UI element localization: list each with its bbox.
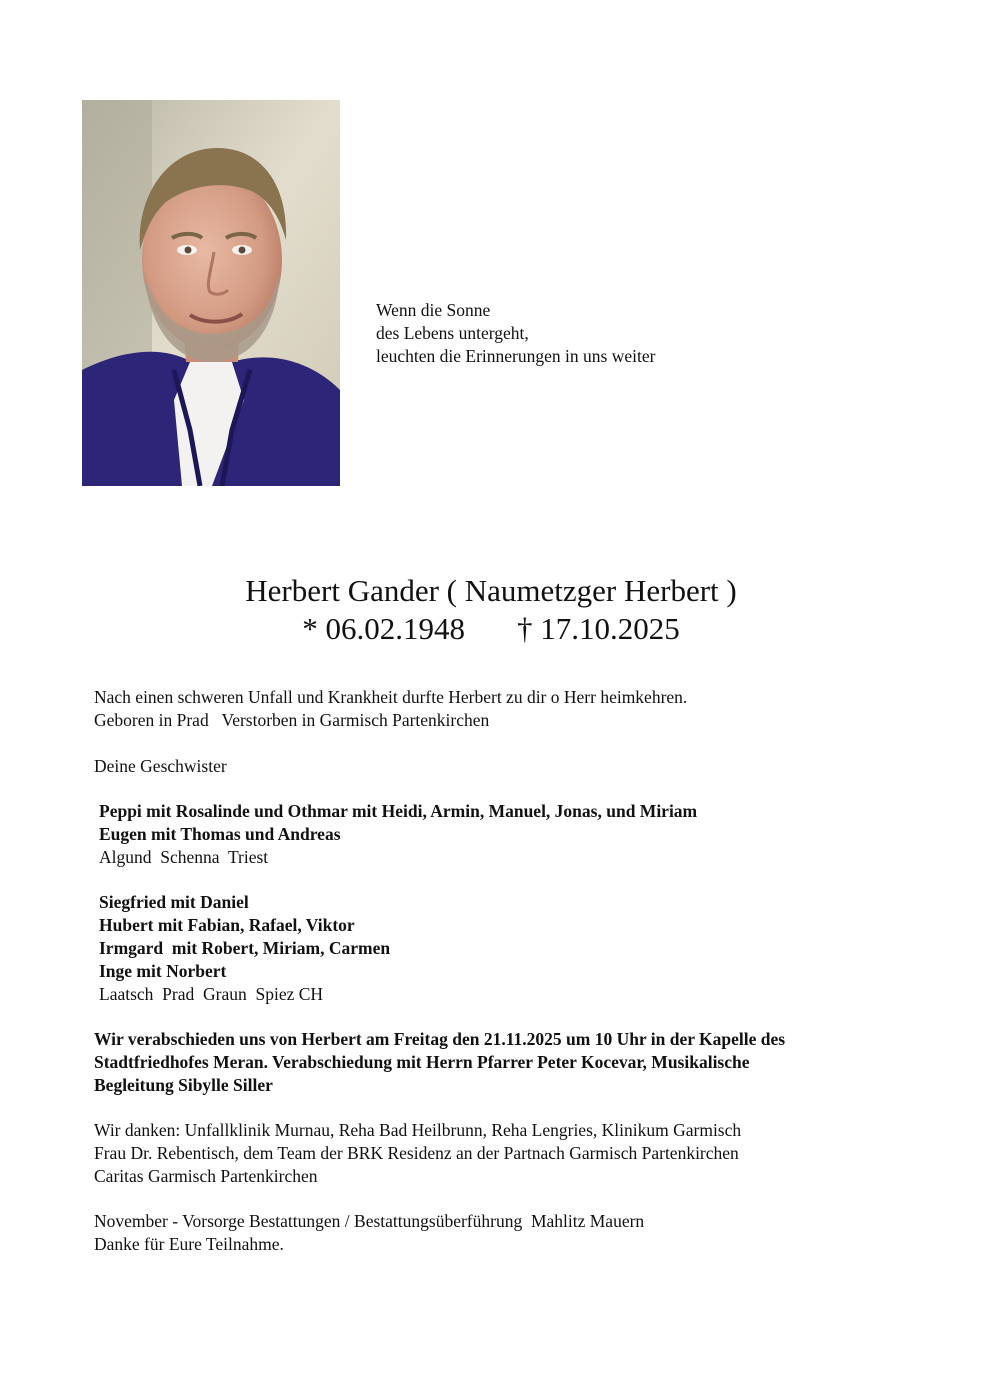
thanks-line: Frau Dr. Rebentisch, dem Team der BRK Residenz an der Partnach Garmisch Partenkirchen (94, 1143, 739, 1163)
sibling-family: Inge mit Norbert (99, 961, 227, 981)
closing-line: Danke für Eure Teilnahme. (94, 1234, 284, 1254)
thanks-line: Wir danken: Unfallklinik Murnau, Reha Bad Heilbrunn, Reha Lengries, Klinikum Garmisch (94, 1120, 742, 1140)
intro-line: Geboren in Prad Verstorben in Garmisch Partenkirchen (94, 710, 490, 730)
sibling-family: Irmgard mit Robert, Miriam, Carmen (99, 938, 391, 958)
siblings-group-1 (94, 800, 697, 869)
birth-date: * 06.02.1948 (302, 611, 465, 646)
thanks-line: Caritas Garmisch Partenkirchen (94, 1166, 318, 1186)
siblings-group-2 (94, 891, 390, 1006)
closing-text (94, 1210, 644, 1256)
verse-line: leuchten die Erinnerungen in uns weiter (376, 346, 656, 366)
verse-line: des Lebens untergeht, (376, 323, 529, 343)
portrait-icon (82, 100, 340, 486)
deceased-name: Herbert Gander ( Naumetzger Herbert ) (245, 573, 737, 608)
sibling-family: Eugen mit Thomas und Andreas (99, 824, 341, 844)
sibling-places: Laatsch Prad Graun Spiez CH (99, 984, 324, 1004)
ceremony-line: Begleitung Sibylle Siller (94, 1075, 273, 1095)
sibling-family: Hubert mit Fabian, Rafael, Viktor (99, 915, 355, 935)
thanks-text (94, 1119, 741, 1188)
intro-line: Nach einen schweren Unfall und Krankheit durfte Herbert zu dir o Herr heimkehren. (94, 687, 688, 707)
deceased-header (0, 572, 982, 648)
sibling-family: Siegfried mit Daniel (99, 892, 249, 912)
portrait-photo (82, 100, 340, 486)
siblings-heading: Deine Geschwister (94, 756, 227, 776)
closing-line: November - Vorsorge Bestattungen / Bestattungsüberführung Mahlitz Mauern (94, 1211, 645, 1231)
life-dates (0, 610, 982, 648)
death-date: † 17.10.2025 (517, 611, 680, 646)
ceremony-line: Wir verabschieden uns von Herbert am Freitag den 21.11.2025 um 10 Uhr in der Kapelle des (94, 1029, 786, 1049)
verse-line: Wenn die Sonne (376, 300, 491, 320)
sibling-places: Algund Schenna Triest (99, 847, 269, 867)
intro-text (94, 686, 687, 732)
ceremony-text (94, 1028, 785, 1097)
sibling-family: Peppi mit Rosalinde und Othmar mit Heidi, Armin, Manuel, Jonas, und Miriam (99, 801, 698, 821)
ceremony-line: Stadtfriedhofes Meran. Verabschiedung mit Herrn Pfarrer Peter Kocevar, Musikalische (94, 1052, 750, 1072)
verse (376, 299, 655, 368)
